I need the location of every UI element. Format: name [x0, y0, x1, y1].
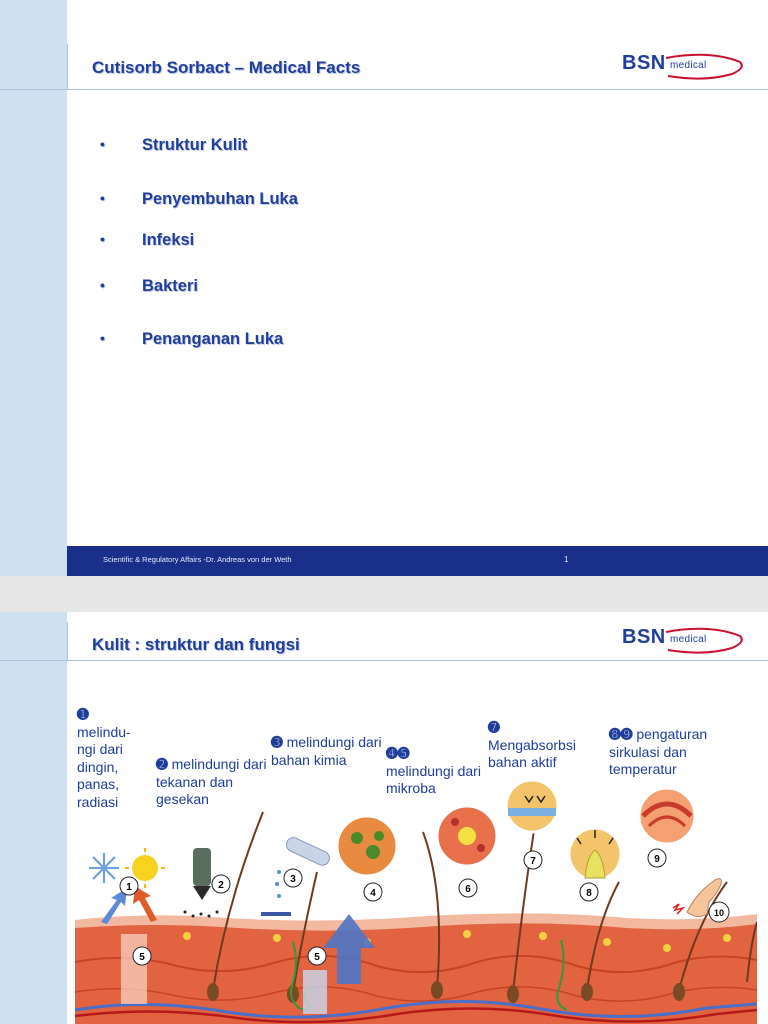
dermis-layer — [75, 923, 757, 1024]
label-text: melindungi dari bahan kimia — [271, 734, 382, 768]
callout-8 — [580, 883, 598, 901]
callout-6-label: 6 — [465, 884, 471, 895]
magnified-view-bacteria-2 — [437, 806, 497, 866]
magnified-view-gland — [569, 828, 621, 880]
slide-2 — [0, 612, 768, 1024]
label-text: melindu-ngi dari dingin, panas, radiasi — [77, 723, 131, 810]
bullet-dot-icon: • — [100, 330, 105, 346]
callout-6 — [459, 879, 477, 897]
slide-title: Kulit : struktur dan fungsi — [92, 635, 300, 654]
slide-sidebar — [0, 612, 67, 1024]
header-divider-vertical — [67, 622, 68, 660]
header-divider-horizontal — [0, 660, 768, 661]
page-number: 1 — [564, 555, 569, 564]
list-item: • Penyembuhan Luka — [100, 190, 298, 208]
list-item: • Bakteri — [100, 277, 198, 295]
label-text: melindungi dari mikroba — [386, 762, 481, 796]
callout-7-label: 7 — [530, 856, 536, 867]
callout-4 — [364, 883, 382, 901]
callout-8-label: 8 — [586, 888, 592, 899]
footer-credit: Scientific & Regulatory Affairs -Dr. Andreas von der Weth — [103, 555, 292, 564]
callout-3 — [284, 869, 302, 887]
magnified-view-circulation — [639, 788, 695, 844]
magnified-view-absorption — [506, 780, 558, 832]
label-text: pengaturan sirkulasi dan temperatur — [609, 726, 708, 777]
bsn-medical-logo — [620, 626, 746, 656]
bullet-dot-icon: • — [100, 190, 105, 206]
bullet-list — [100, 136, 298, 348]
callout-10 — [709, 902, 729, 922]
callout-9-label: 9 — [654, 854, 660, 865]
callout-9 — [648, 849, 666, 867]
list-item: • Infeksi — [100, 231, 195, 249]
callout-1-label: 1 — [126, 882, 132, 893]
magnified-view-bacteria-1 — [337, 816, 397, 876]
list-item: • Struktur Kulit — [100, 136, 248, 154]
slide-title: Cutisorb Sorbact – Medical Facts — [92, 58, 361, 77]
label-number: ➌ — [271, 734, 283, 750]
label-number: ➍➎ — [386, 745, 410, 761]
logo-sub: medical — [670, 634, 707, 645]
label-number: ➋ — [156, 756, 168, 772]
callout-2 — [212, 875, 230, 893]
logo-brand: BSN — [622, 52, 666, 74]
callout-1 — [120, 877, 138, 895]
logo-sub: medical — [670, 60, 707, 71]
slide-footer — [67, 546, 768, 576]
spark-icon — [673, 904, 683, 914]
bullet-dot-icon: • — [100, 136, 105, 152]
label-text: Mengabsorbsi bahan aktif — [488, 736, 576, 770]
label-text: melindungi dari tekanan dan gesekan — [156, 756, 267, 807]
callout-4-label: 4 — [370, 888, 376, 899]
label-number: ➐ — [488, 719, 500, 735]
snowflake-icon — [89, 853, 119, 883]
bullet-dot-icon: • — [100, 277, 105, 293]
callout-5a — [133, 947, 151, 965]
label-number: ➊ — [77, 706, 89, 722]
warmth-bar — [121, 934, 147, 1004]
bsn-medical-logo — [620, 52, 746, 82]
header-divider-vertical — [67, 44, 68, 90]
bullet-dot-icon: • — [100, 231, 105, 247]
callout-10-label: 10 — [713, 908, 725, 918]
callout-2-label: 2 — [218, 880, 224, 891]
callout-5-label: 5 — [139, 952, 145, 963]
skin-structure-illustration — [67, 752, 757, 1024]
water-bar — [303, 970, 327, 1014]
callout-5b — [308, 947, 326, 965]
list-item: • Penanganan Luka — [100, 330, 284, 348]
logo-brand: BSN — [622, 626, 666, 648]
label-number: ➑➒ — [609, 726, 633, 742]
callout-7 — [524, 851, 542, 869]
slide-sidebar — [0, 0, 67, 576]
header-divider-horizontal — [0, 89, 768, 90]
callout-5-label: 5 — [314, 952, 320, 963]
callout-3-label: 3 — [290, 874, 296, 885]
